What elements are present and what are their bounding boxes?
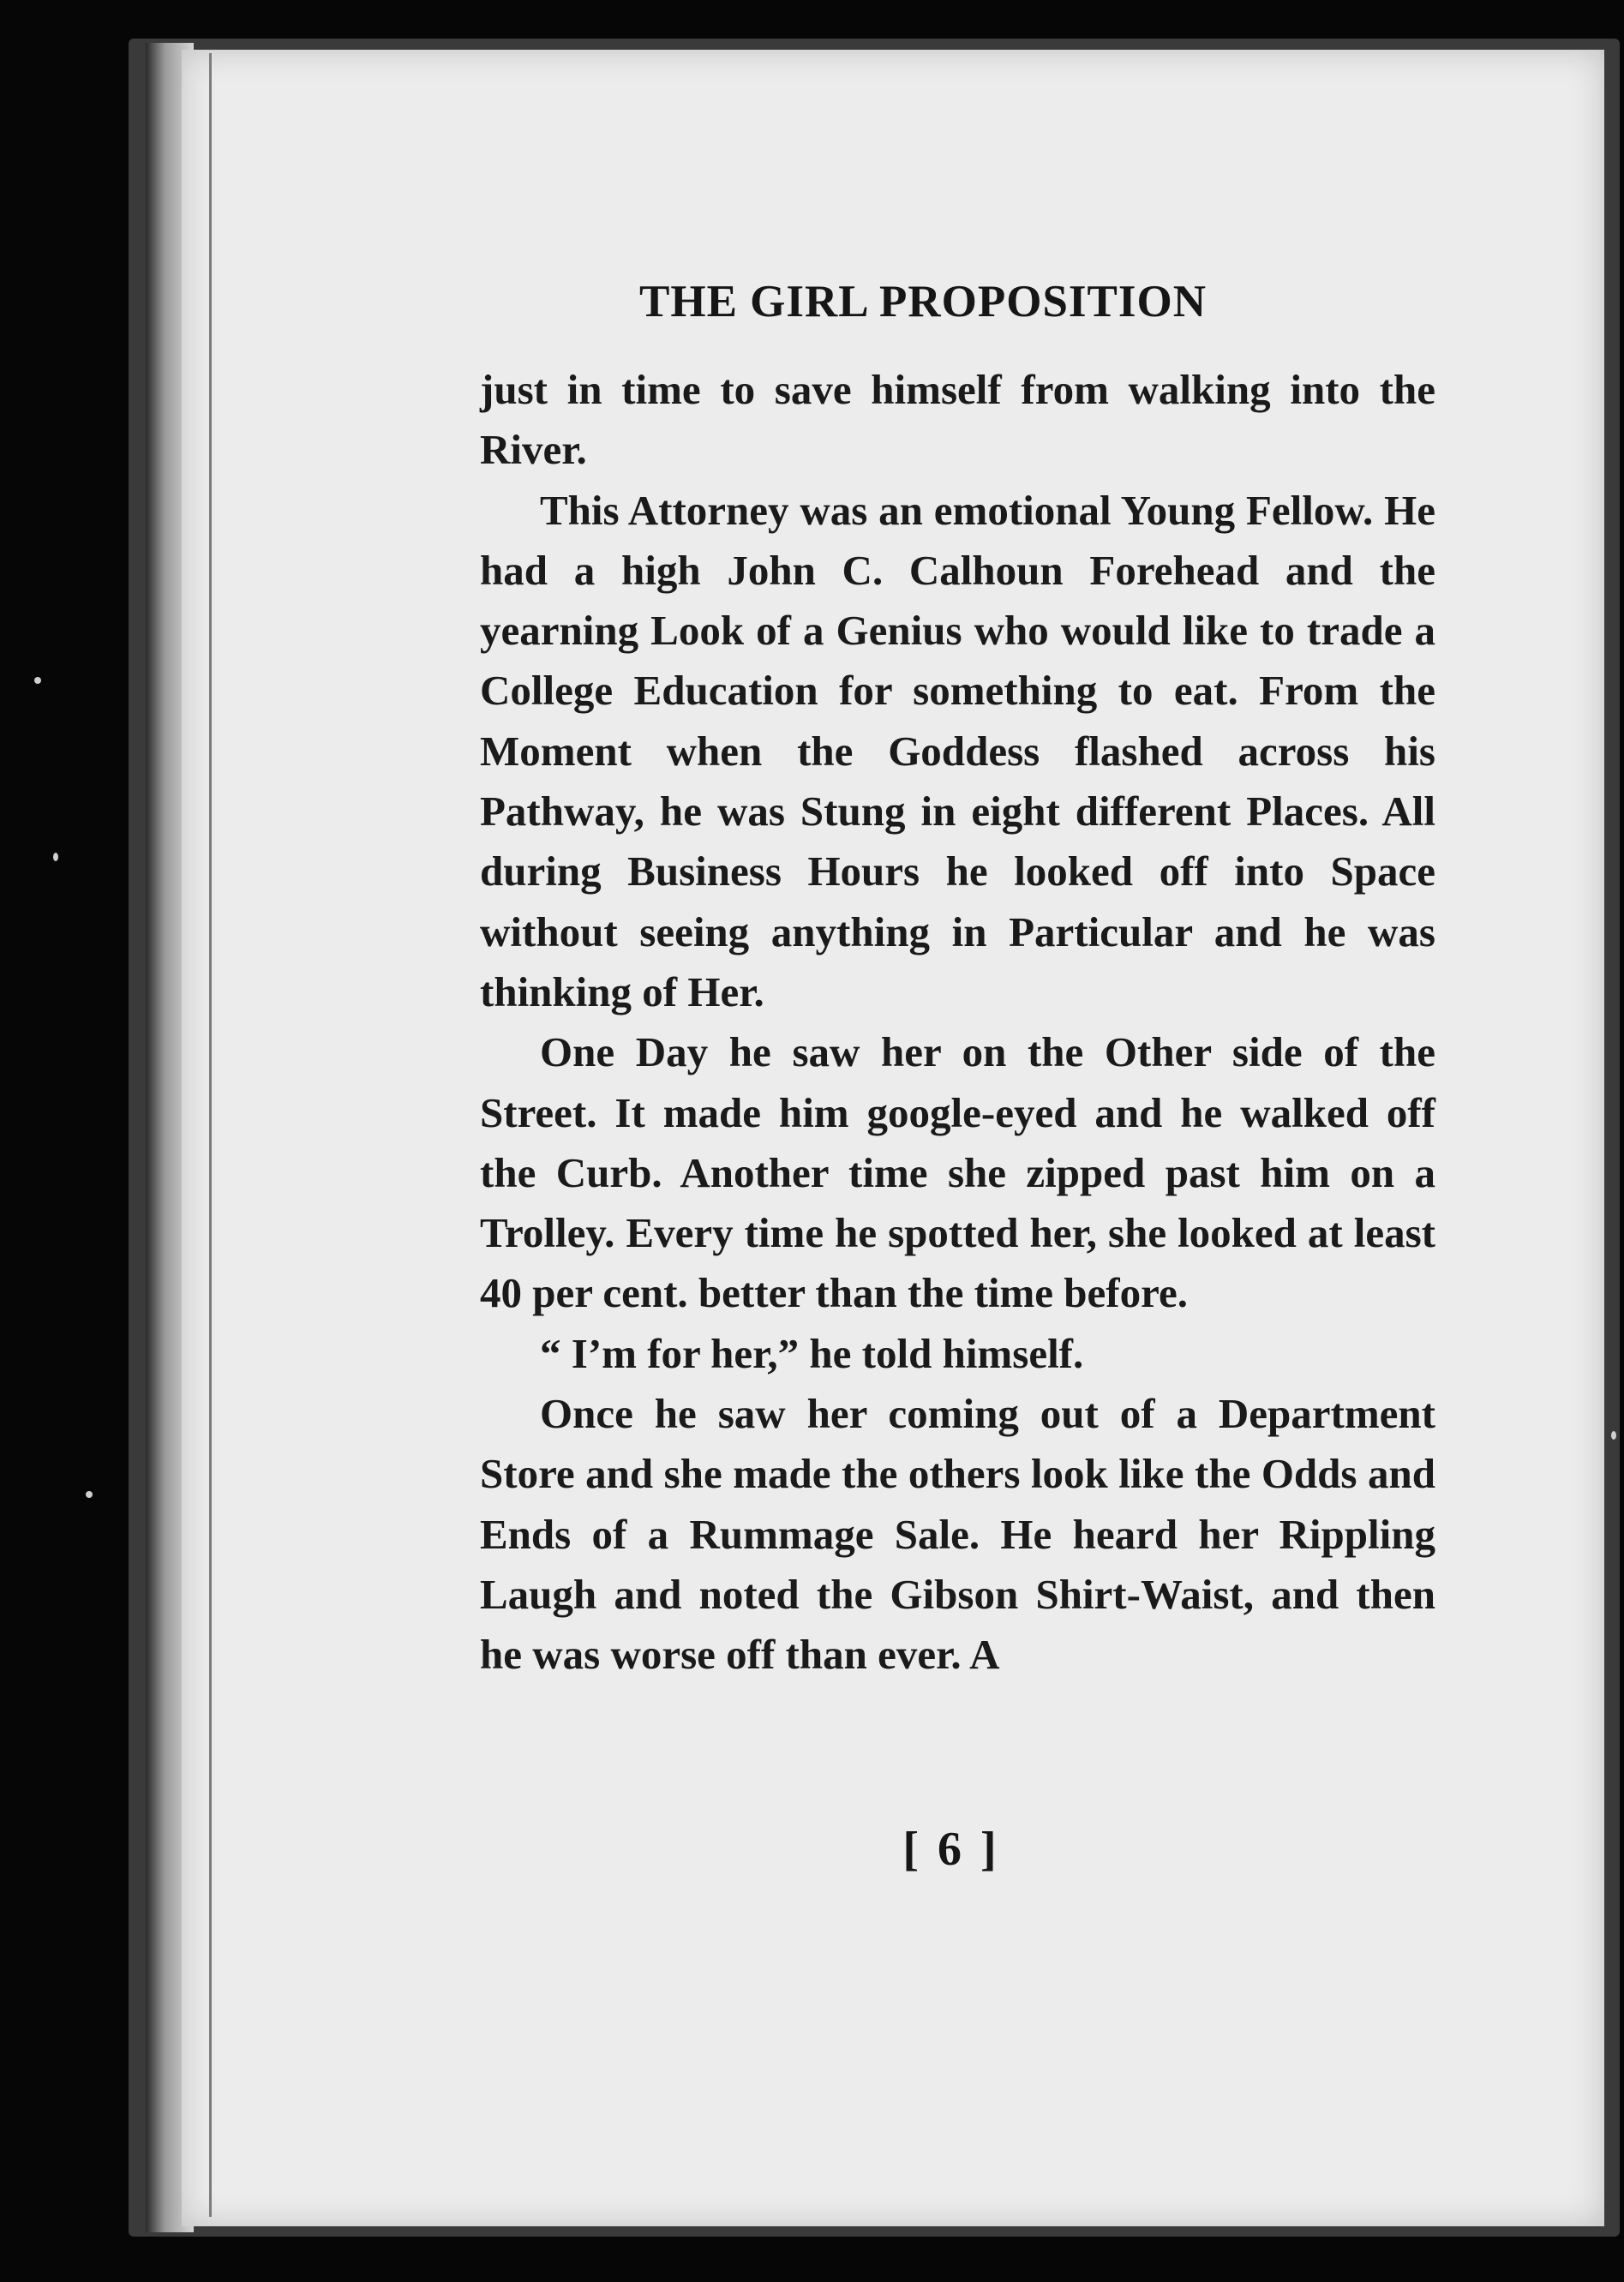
body-text xyxy=(480,360,1435,1686)
paragraph: “ I’m for her,” he told himself. xyxy=(540,1329,1084,1377)
paragraph: This Attorney was an emotional Young Fellow. He had a high John C. Calhoun Forehead and the yearning Look of a Genius who would like to trade a College Education for something to eat. From the Moment when the Goddess flashed across his Pathway, he was Stung in eight different Places. All during Business Hours he looked off into Space without seeing anything in Particular and he was thinking of Her. xyxy=(480,486,1435,1015)
paragraph: One Day he saw her on the Other side of the Street. It made him google-eyed and he walked off the Curb. Another time she zipped past him on a Trolley. Every time he spotted her, she looked at least 40 per cent. better than the time before. xyxy=(480,1028,1435,1317)
paragraph: Once he saw her coming out of a Department Store and she made the others look like the Odds and Ends of a Rummage Sale. He heard her Rippling Laugh and noted the Gibson Shirt-Waist, and then he was worse off than ever. A xyxy=(480,1390,1435,1679)
scan-speck xyxy=(53,853,58,861)
paragraph: just in time to save himself from walking into the River. xyxy=(480,366,1435,474)
scan-speck xyxy=(1611,1431,1616,1440)
gutter-line xyxy=(209,53,212,2217)
scan-speck xyxy=(34,677,41,684)
running-head: THE GIRL PROPOSITION xyxy=(639,277,1208,326)
scan-speck xyxy=(86,1491,93,1498)
page-number: [ 6 ] xyxy=(902,1823,1000,1876)
